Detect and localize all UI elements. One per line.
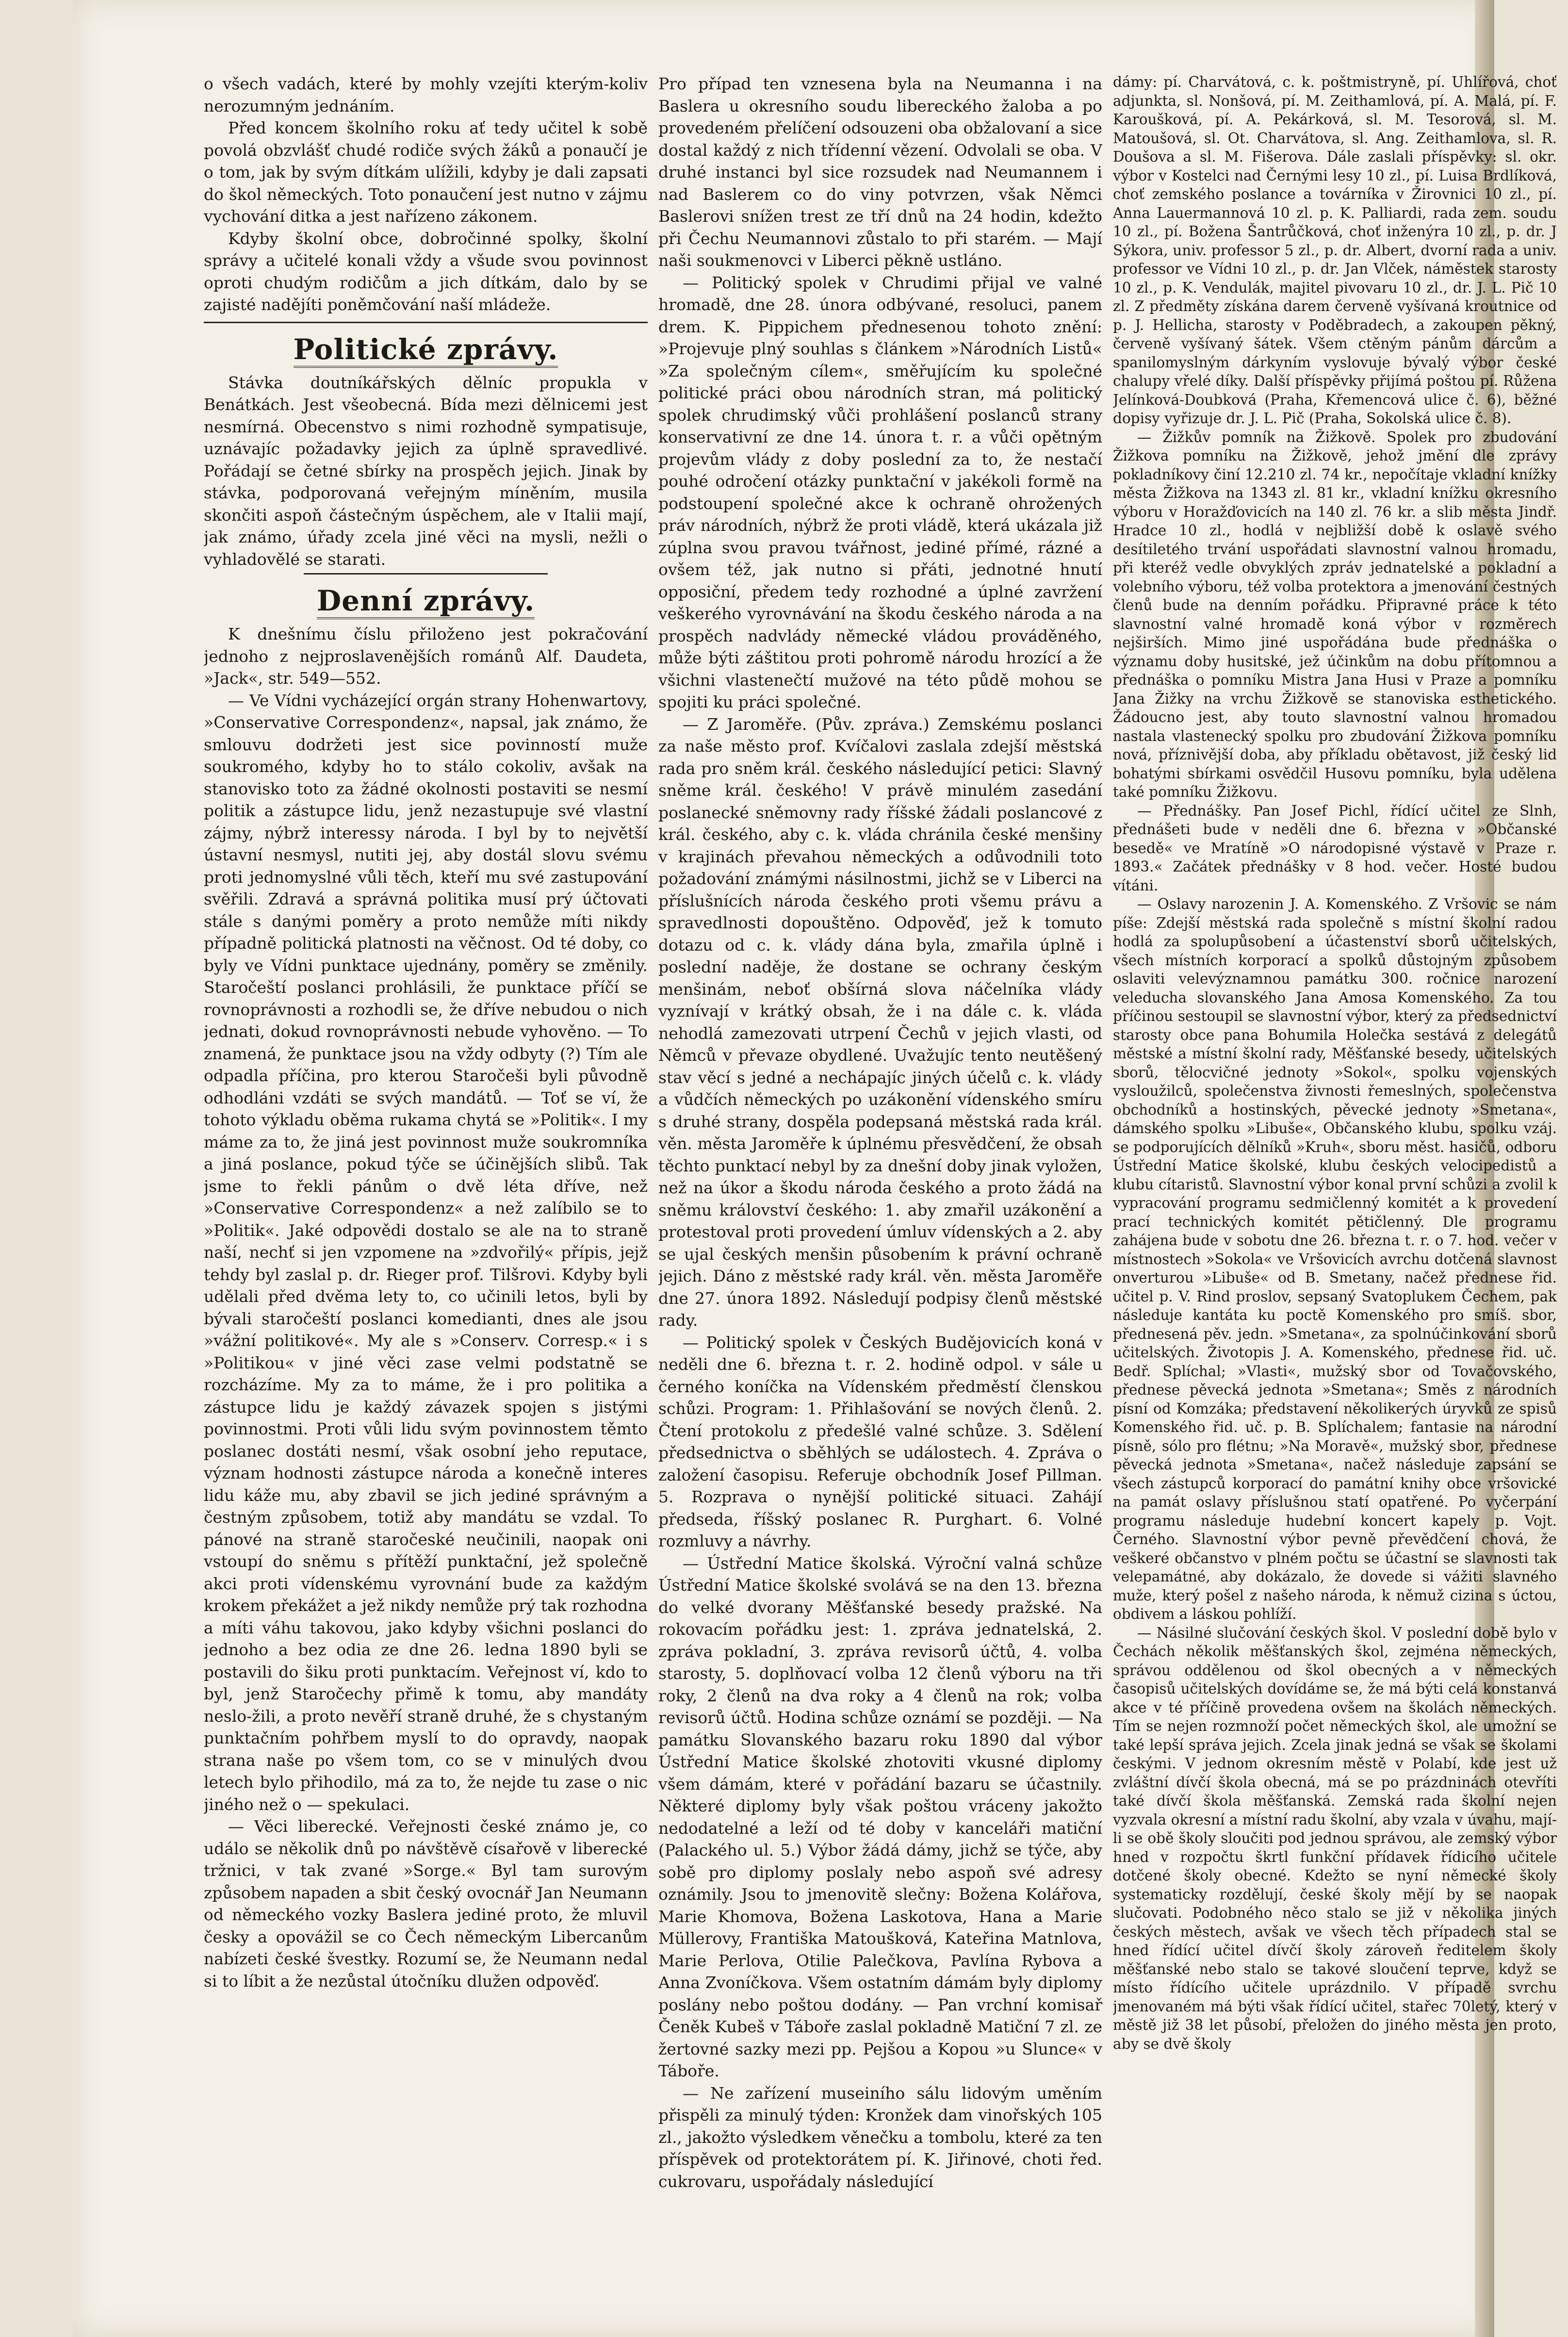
column-3 <box>1113 73 1557 2286</box>
column-2-paragraph: — Ne zařízení museiního sálu lidovým uměním přispěli za minulý týden: Kronžek dam vinořských 105 zl., jakožto výsledkem věnečku a tombolu, které za ten příspěvek od protektorátem pí. K. Jiřinové, choti řed. cukrovaru, uspořádaly následující <box>658 2083 1102 2191</box>
column-1-intro: o všech vadách, které by mohly vzejíti kterým-koliv nerozumným jednáním. <box>204 74 648 115</box>
column-2-paragraph: — Z Jaroměře. (Pův. zpráva.) Zemskému poslanci za naše město prof. Kvíčalovi zaslala zdejší městská rada pro sněm král. českého následující petici: Slavný sněme král. českého! V právě minulém zasedání poslanecké sněmovny rady říšské žádali poslancové z král. českého, aby c. k. vláda chránila české menšiny v krajinách převahou německých a odůvodnili toto požadování známými násilnostmi, jichž se v Liberci na příslušnících národa českého proti všemu právu a spravedlnosti dopouštěno. Odpověď, jež k tomuto dotazu od c. k. vlády dána byla, zmařila úplně i poslední naděje, že dostane se ochrany českým menšinám, neboť obšírná slova náčelníka vlády vyznívají v krátký obsah, že i na dále c. k. vláda nehodlá zamezovati utrpení Čechů v jejich vlasti, od Němců v převaze obydlené. Uvažujíc tento neutěšený stav věcí s jedné a nechápajíc jiných účelů c. k. vlády a vůdčích německých po uzákonění vídenského smíru s druhé strany, dospěla podepsaná městská rada král. věn. města Jaroměře k úplnému přesvědčení, že obsah těchto punktací nebyl by za dnešní doby jinak vyložen, než na úkor a škodu národa českého a proto žádá na sněmu království českého: 1. aby zmařil uzákonění a protestoval proti provedení úmluv vídenských a 2. aby se ujal českých menšin působením k právní ochraně jejich. Dáno z městské rady král. věn. města Jaroměře dne 27. února 1892. Následují podpisy členů městské rady. <box>658 714 1102 1330</box>
column-1-paragraph: Kdyby školní obce, dobročinné spolky, školní správy a učitelé konali vždy a všude svou povinnost oproti chudým rodičům a jich dítkám, dalo by se zajisté nadějíti poněmčování naší mládeže. <box>204 229 648 314</box>
section-divider <box>304 573 548 575</box>
column-2-paragraph: — Politický spolek v Českých Budějovicích koná v neděli dne 6. března t. r. 2. hodině odpol. v sále u černého koníčka na Vídenském předměstí členskou schůzi. Program: 1. Přihlašování se nových členů. 2. Čtení protokolu z předešlé valné schůze. 3. Sdělení předsednictva o sběhlých se událostech. 4. Zpráva o založení časopisu. Referuje obchodník Josef Pillman. 5. Rozprava o nynější politické situaci. Zahájí předseda, říšský poslanec R. Purghart. 6. Volné rozmluvy a návrhy. <box>658 1333 1102 1550</box>
column-2-paragraph: Pro případ ten vznesena byla na Neumanna i na Baslera u okresního soudu libereckého žaloba a po provedeném přelíčení odsouzeni oba obžalovaní a sice dostal každý z nich třídenní vězení. Odvolali se oba. V druhé instanci byl sice rozsudek nad Neumannem i nad Baslerem co do viny potvrzen, však Němci Baslerovi snížen trest ze tří dnů na 24 hodin, kdežto při Čechu Neumannovi zůstalo to při starém. — Mají naši soukmenovci v Liberci pěkně ustláno. <box>658 74 1102 270</box>
section-heading-politicke-zpravy: Politické zprávy. <box>204 330 648 369</box>
column-3-paragraph: — Oslavy narozenin J. A. Komenského. Z Vršovic se nám píše: Zdejší městská rada společně s místní školní radou hodlá za spolupůsobení a účastenství sborů učitelských, všech místních korporací a spolků důstojným způsobem oslaviti velevýznamnou památku 300. ročnice narození veleducha slovanského Jana Amosa Komenského. Za tou příčinou sestoupil se slavnostní výbor, který za předsednictví starosty obce pana Bohumila Holečka sestává z delegátů městské a místní školní rady, Měšťanské besedy, učitelských sborů, tělocvičné jednoty »Sokol«, spolku vojenských vysloužilců, společenstva živnosti řemeslných, společenstva obchodníků a hostinských, pěvecké jednoty »Smetana«, dámského spolku »Libuše«, Občanského klubu, spolku vzáj. se podporujících dělníků »Kruh«, sboru měst. hasičů, odboru Ústřední Matice školské, klubu českých velocipedistů a klubu cítaristů. Slavnostní výbor konal první schůzi a zvolil k vypracování programu sedmičlenný komitét a k provedení prací technických komitét pětičlenný. Dle programu zahájena bude v sobotu dne 26. března t. r. o 7. hod. večer v místnostech »Sokola« ve Vršovicích avrchu dotčená slavnost onverturou »Libuše« od B. Smetany, načež přednese řid. učitel p. V. Rind proslov, sepsaný Svatoplukem Čechem, pak následuje kantáta ku poctě Komenského pro smíš. sbor, přednesená pěv. jedn. »Smetana«, za spolnúčinkování sborů učitelských. Životopis J. A. Komenského, přednese řid. uč. Bedř. Splíchal; »Vlasti«, mužský sbor od Tovačovského, přednese pěvecká jednota »Smetana«; Směs z národních písní od Komzáka; představení několikerých úryvků ze spisů Komenského řid. uč. p. B. Splíchalem; fantasie na národní písně, sólo pro flétnu; »Na Moravě«, mužský sbor, přednese pěvecká jednota »Smetana«, načež následuje zapsání se všech zástupců korporací do památní knihy obce vršovické na památ oslavy příslušnou statí opatřené. Po vyčerpání programu následuje hudební koncert kapely p. Vojt. Černého. Slavnostní výbor pevně převědčení chová, že veškeré občanstvo v plném počtu se účastní se slavnosti tak velepamátné, aby dokázalo, že dovede si vážiti slavného muže, který pošel z našeho národa, k němuž cizina s úctou, obdivem a láskou pohlíží. <box>1113 896 1557 1622</box>
column-1 <box>204 73 648 2286</box>
column-2 <box>658 73 1102 2286</box>
text-columns <box>204 73 1557 2286</box>
column-2-paragraph: — Ústřední Matice školská. Výroční valná schůze Ústřední Matice školské svolává se na den 13. března do velké dvorany Měšťanské besedy pražské. Na rokovacím pořádku jest: 1. zpráva jednatelská, 2. zpráva pokladní, 3. zpráva revisorů účtů, 4. volba starosty, 5. doplňovací volba 12 členů výboru na tři roky, 2 členů na dva roky a 4 členů na rok; volba revisorů účtů. Hodina schůze oznámí se později. — Na památku Slovanského bazaru roku 1890 dal výbor Ústřední Matice školské zhotoviti vkusné diplomy všem dámám, které v pořádání bazaru se účastnily. Některé diplomy byly však poštou vráceny jakožto nedodatelné a leží od té doby v kanceláři matiční (Palackého ul. 5.) Výbor žádá dámy, jichž se týče, aby sobě pro diplomy poslaly nebo aspoň své adresy oznámily. Jsou to jmenovitě slečny: Božena Kolářova, Marie Khomova, Božena Laskotova, Hana a Marie Müllerovy, Františka Matoušková, Kateřina Matnlova, Marie Perlova, Otilie Palečkova, Pavlína Rybova a Anna Zvoníčkova. Všem ostatním dámám byly diplomy poslány nebo poštou dodány. — Pan vrchní komisař Čeněk Kubeš v Táboře zaslal pokladně Matiční 7 zl. ze žertovné sazky mezi pp. Pejšou a Kopou »u Slunce« v Táboře. <box>658 1553 1102 2080</box>
column-2-paragraph: — Politický spolek v Chrudimi přijal ve valné hromadě, dne 28. února odbývané, resoluci, panem drem. K. Pippichem přednesenou tohoto znění: »Projevuje plný souhlas s článkem »Národních Listů« »Za společným cílem«, směřujícím ku společné politické práci obou národních stran, má politický spolek chrudimský vůči prohlášení poslanců strany konservativní ze dne 14. února t. r. a vůči opětným projevům vlády z doby poslední za to, že nestačí pouhé odročení otázky punktační v jakékoli formě na podstoupení společné akce k ochraně ohrožených práv národních, nýbrž že proti vládě, která ukázala již zúplna svou pravou tvářnost, jediné přímé, rázné a ovšem též, jak nutno si přáti, jednotné hnutí opposiční, předem tedy rozhodné a úplné zavržení veškerého vyrovnávání na škodu českého národa a na prospěch nadvlády německé vládou prováděného, může býti záštitou proti pohromě národu hrozící a že všichni vlastenečtí mužové na této půdě mohou se spojiti ku práci společné. <box>658 273 1102 711</box>
section-divider <box>204 322 648 323</box>
column-3-paragraph: dámy: pí. Charvátová, c. k. poštmistryně, pí. Uhlířová, choť adjunkta, sl. Nonšová, pí. M. Zeithamlová, pí. A. Malá, pí. F. Karoušková, pí. A. Pekárková, sl. M. Tesorová, sl. M. Matoušová, sl. Ot. Charvátova, sl. Ang. Zeithamlova, sl. R. Doušova a sl. M. Fišerova. Dále zaslali příspěvky: sl. okr. výbor v Kostelci nad Černými lesy 10 zl., pí. Luisa Brdlíková, choť zemského poslance a továrníka v Žirovnici 10 zl., pí. Anna Lauermannová 10 zl. p. K. Palliardi, rada zem. soudu 10 zl., pí. Božena Šantrůčková, choť inženýra 10 zl., p. dr. J Sýkora, univ. professor 5 zl., p. dr. Albert, dvorní rada a univ. professor ve Vídni 10 zl., p. dr. Jan Vlček, náměstek starosty 10 zl., p. K. Vendulák, majitel pivovaru 10 zl., dr. J. L. Pič 10 zl. Z předměty získána darem červeně vyšívaná kroutnice od p. J. Hellicha, starosty v Poděbradech, a zakoupen pěkný, červeně vyšívaný šátek. Všem ctěným pánům dárcům a spanilomyslným dárkyním vyslovuje bývalý výbor české chalupy vřelé díky. Další příspěvky přijímá poštou pí. Růžena Jelínková-Doubková (Praha, Křemencová ulice č. 6), běžné dopisy vyřizuje dr. J. L. Pič (Praha, Sokolská ulice č. 8). <box>1113 74 1557 427</box>
column-3-paragraph: — Přednášky. Pan Josef Pichl, řídící učitel ze Slnh, přednášeti bude v neděli dne 6. března v »Občanské besedě« ve Mratíně »O národopisné výstavě v Praze r. 1893.« Začátek přednášky v 8 hod. večer. Hosté budou vítáni. <box>1113 802 1557 894</box>
column-1-paragraph: Stávka doutníkářských dělníc propukla v Benátkách. Jest všeobecná. Bída mezi dělnicemi jest nesmírná. Obecenstvo s nimi rozhodně sympatisuje, uznávajíc požadavky jejich za úplně spravedlivé. Pořádají se četné sbírky na prospěch jejich. Jinak by stávka, podporovaná veřejným míněním, musila skončiti aspoň částečným úspěchem, ale v Italii mají, jak známo, úřady zcela jiné věci na mysli, nežli o vyhladovělé se starati. <box>204 373 648 569</box>
column-1-paragraph: — Ve Vídni vycházející orgán strany Hohenwartovy, »Conservative Correspondenz«, napsal, jak známo, že smlouvu dodržeti jest sice povinností muže soukromého, kdyby ho to stálo cokoliv, avšak na stanovisko toto za žádné okolnosti postaviti se nesmí politik a zástupce lidu, jenž nezastupuje své vlastní zájmy, nýbrž interessy národa. I byl by to největší ústavní nesmysl, nutiti jej, aby dostál slovu svému proti jednomyslné vůli těch, kteří mu své zastupování svěřili. Zdravá a správná politika musí prý účtovati stále s danými poměry a proto nemůže míti nikdy případně politická platnosti na věčnost. Od té doby, co byly ve Vídni punktace ujednány, poměry se změnily. Staročeští poslanci prohlásili, že punktace příčí se rovnoprávnosti a rozhodli se, že dříve nebudou o nich jednati, dokud rovnoprávnosti nebude vyhověno. — To znamená, že punktace jsou na vždy odbyty (?) Tím ale odpadla příčina, pro kterou Staročeši byli původně odhodláni vzdáti se svých mandátů. — Toť se ví, že tohoto výkladu oběma rukama chytá se »Politik«. I my máme za to, že jiná jest povinnost muže soukromníka a jiná poslance, pokud týče se účinějších slibů. Tak jsme to řekli pánům o dvě léta dříve, než »Conservative Correspondenz« a než zalíbilo se to »Politik«. Jaké odpovědi dostalo se ale na to straně naší, nechť si jen vzpomene na »zdvořilý« přípis, jejž tehdy byl zaslal p. dr. Rieger prof. Tilšrovi. Kdyby byli udělali před dvěma lety to, co učinili letos, byli by bývali staročeští poslanci komedianti, dnes ale jsou »vážní politikové«. My ale s »Conserv. Corresp.« i s »Politikou« v jiné věci zase velmi podstatně se rozcházíme. My za to máme, že i pro politika a zástupce lidu je každý závazek spojen s jistými povinnostmi. Proti vůli lidu svým povinnostem těmto poslanec dostáti nesmí, však osobní jeho reputace, význam hodnosti zástupce národa a konečně interes lidu káže mu, aby zbavil se jich jediné správným a čestným způsobem, totiž aby mandátu se vzdal. To pánové na straně staročeské neučinili, naopak oni vstoupí do sněmu s přítěží punktační, jež společně akci proti vídenskému vyrovnání bude za každým krokem překážet a jež nikdy nemůže prý tak rozhodna a míti váhu takovou, jako kdyby všichni poslanci do jednoho a bez odia ze dne 26. ledna 1890 byli se postavili do šiku proti punktacím. Veřejnost ví, kdo to byl, jenž Staročechy přimě k tomu, aby mandáty neslo-žili, a proto nevěří straně druhé, že s chystaným punktačním pohřbem myslí to do opravdy, naopak strana naše po všem tom, co se v minulých dvou letech bylo přihodilo, má za to, že nejde tu zase o nic jiného než o — spekulaci. <box>204 691 648 1814</box>
section-heading-denni-zpravy: Denní zprávy. <box>204 581 648 620</box>
column-3-paragraph: — Násilné slučování českých škol. V poslední době bylo v Čechách několik měšťanských škol, zejména německých, správou oddělenou od škol obecných a v německých časopisů učitelských dovídáme se, že má býti celá konstanvá akce v té příčině provedena ovšem na školách německých. Tím se nejen rozmnoží počet německých škol, ale umožní se také lepší správa jejich. Zcela jinak jedná se však se školami českými. V jednom okresním městě v Polabí, kde jest už zvláštní dívčí škola obecná, má se po prázdninách otevříti také dívčí škola měšťanská. Zemská rada školní nejen vyzvala okresní a místní radu školní, aby vzala v úvahu, mají-li se obě školy sloučiti pod jednou správou, ale zemský výbor hned v rozpočtu škrtl funkční přídavek řídicího učitele dotčené školy obecné. Kdežto se nyní německé školy systematicky rozdělují, české školy mějí by se naopak slučovati. Podobného něco stalo se již v několika jiných českých městech, avšak ve všech těch případech stal se hned řídící učitel dívčí školy zároveň ředitelem školy měšťanské nebo stalo se takové sloučení teprve, když se místo řídícího učitele uprázdnilo. V případě svrchu jmenovaném má býti však řídící učitel, stařec 70letý, který v městě již 38 let působí, přeložen do jiného města jen proto, aby se dvě školy <box>1113 1624 1557 2052</box>
column-1-paragraph: Před koncem školního roku ať tedy učitel k sobě povolá obzvlášť chudé rodiče svých žáků a ponaučí je o tom, jak by svým dítkám ulížili, kdyby je dali zapsati do škol německých. Toto ponaučení jest nutno v zájmu vychování ditka a jest nařízeno zákonem. <box>204 118 648 226</box>
column-3-paragraph: — Žižkův pomník na Žižkově. Spolek pro zbudování Žižkova pomníku na Žižkově, jehož jmění dle zprávy pokladníkovy činí 12.210 zl. 74 kr., nepočítaje vkladní knížky města Žižkova na 1343 zl. 81 kr., vkladní knížku okresního výboru v Horažďovicích na 140 zl. 76 kr. a slib města Jindř. Hradce 10 zl., hodlá v nejbližší době k oslavě svého desítiletého trvání uspořádati slavnostní valnou hromadu, při kteréž vedle obvyklých zpráv jednatelské a pokladní a volebního výboru, též volba protektora a jmenování čestných členů bude na denním pořádku. Připravné práce k této slavnostní valné hromadě koná výbor v rozměrech nejširších. Mimo jiné uspořádána bude přednáška o významu doby husitské, jež účinkům na dobu přítomnou a přednáška o pomníku Mistra Jana Husi v Praze a pomníku Jana Žižky na vrchu Žižkově se stanoviska esthetického. Žádoucno jest, aby touto slavnostní valnou hromadou nastala vlastenecký spolku pro zbudování Žižkova pomníku nová, příznivější doba, aby příkladu obětavost, již český lid bohatými sbírkami osvědčil Husovu pomníku, byla udělena také pomníku Žižkovu. <box>1113 428 1557 800</box>
newspaper-page <box>73 0 1557 2337</box>
column-1-paragraph: K dnešnímu číslu přiloženo jest pokračování jednoho z nejproslavenějších románů Alf. Daudeta, »Jack«, str. 549—552. <box>204 625 648 688</box>
column-1-paragraph: — Věci liberecké. Veřejnosti české známo je, co událo se několik dnů po návštěvě císařově v liberecké tržnici, v tak zvané »Sorge.« Byl tam surovým způsobem napaden a sbit český ovocnář Jan Neumann od německého vozky Baslera jediné proto, že mluvil česky a opovážil se co Čech německým Libercanům nabízeti české švestky. Rozumí se, že Neumann nedal si to líbit a že nezůstal útočníku dlužen odpověď. <box>204 1817 648 1991</box>
